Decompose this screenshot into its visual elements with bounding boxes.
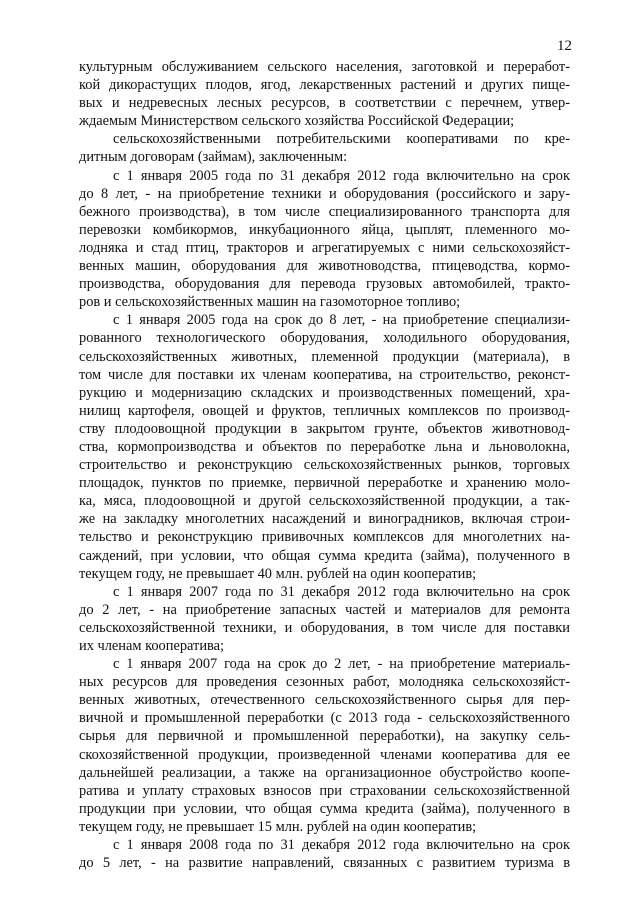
text-line: тельство и реконструкцию прививочных комплексов для многолетних на- [79,529,570,546]
text-line: с 1 января 2005 года на срок до 8 лет, - на приобретение специализи- [113,312,570,329]
text-line: с 1 января 2007 года по 31 декабря 2012 года включительно на срок [113,583,570,600]
text-line: производства, оборудования для перевода грузовых автомобилей, тракто- [79,276,570,293]
text-line: до 5 лет, - на развитие направлений, связанных с развитием туризма в [79,855,570,872]
text-line: текущем году, не превышает 40 млн. рублей на один кооператив; [79,565,477,582]
text-line: венных животных, отечественного сельскохозяйственного сырья для пер- [79,692,570,709]
text-line: сельскохозяйственными потребительскими кооперативами по кре- [113,131,570,148]
text-line: перевозки комбикормов, инкубационного яйца, цыплят, племенного мо- [79,221,570,238]
text-line: их членам кооператива; [79,638,225,654]
text-line: ству плодоовощной продукции в закрытом грунте, объектов животновод- [79,420,570,437]
text-line: ратива и уплату страховых взносов при страховании сельскохозяйственной [79,782,570,799]
text-line: сельскохозяйственных животных, племенной продукции (материала), в [79,348,570,365]
text-line: саждений, при условии, что общая сумма кредита (займа), полученного в [79,547,570,564]
text-line: площадок, пунктов по приемке, первичной переработке и хранению моло- [79,475,570,492]
text-line: с 1 января 2005 года по 31 декабря 2012 года включительно на срок [113,167,570,184]
text-line: венных машин, оборудования для животноводства, птицеводства, кормо- [79,258,570,275]
text-line: с 1 января 2008 года по 31 декабря 2012 года включительно на срок [113,837,570,854]
text-line: том числе для поставки их членам кооператива, на строительство, реконст- [79,366,570,383]
page-number: 12 [557,38,572,54]
text-line: ров и сельскохозяйственных машин на газомоторное топливо; [79,294,461,311]
text-line: же на закладку многолетних насаждений и виноградников, включая строи- [79,511,570,528]
text-line: сельскохозяйственной техники, и оборудования, в том числе для поставки [79,619,570,636]
text-line: сырья для первичной и промышленной переработки), на закупку сель- [79,728,570,745]
text-line: ка, мяса, плодоовощной и другой сельскохозяйственной продукции, а так- [79,493,570,510]
text-line: бежного производства), в том числе специализированного транспорта для [79,203,570,220]
text-line: дитным договорам (займам), заключенным: [79,149,348,166]
text-line: нилищ картофеля, овощей и фруктов, тепличных комплексов по производ- [79,402,570,419]
text-line: рованного технологического оборудования, холодильного оборудования, [79,330,570,347]
text-line: культурным обслуживанием сельского населения, заготовкой и переработ- [79,59,570,75]
text-line: кой дикорастущих плодов, ягод, лекарственных растений и других пище- [79,77,570,94]
text-line: с 1 января 2007 года на срок до 2 лет, - на приобретение материаль- [113,656,570,673]
text-line: ных ресурсов для проведения сезонных работ, молодняка сельскохозяйст- [79,674,570,691]
text-line: вых и недревесных лесных ресурсов, в соответствии с перечнем, утвер- [79,95,570,112]
text-line: строительство и реконструкцию сельскохозяйственных рынков, торговых [79,457,570,474]
text-line: дальнейшей реализации, а также на организационное обустройство коопе- [79,764,570,781]
text-line: скохозяйственной продукции, произведенной членами кооператива для ее [79,746,570,763]
text-line: ства, кормопроизводства и объектов по переработке льна и льноволокна, [79,438,570,455]
text-line: текущем году, не превышает 15 млн. рублей на один кооператив; [79,818,477,835]
text-line: ждаемым Министерством сельского хозяйства Российской Федерации; [79,113,515,130]
document-body [79,58,570,872]
text-line: рукцию и модернизацию складских и производственных помещений, хра- [79,384,570,401]
text-line: вичной и промышленной переработки (с 2013 года - сельскохозяйственного [79,710,570,727]
text-line: до 8 лет, - на приобретение техники и оборудования (российского и зару- [79,185,570,202]
text-line: продукции при условии, что общая сумма кредита (займа), полученного в [79,800,570,817]
text-line: до 2 лет, - на приобретение запасных частей и материалов для ремонта [79,601,570,618]
text-line: лодняка и стад птиц, тракторов и агрегатируемых с ними сельскохозяйст- [79,239,570,256]
